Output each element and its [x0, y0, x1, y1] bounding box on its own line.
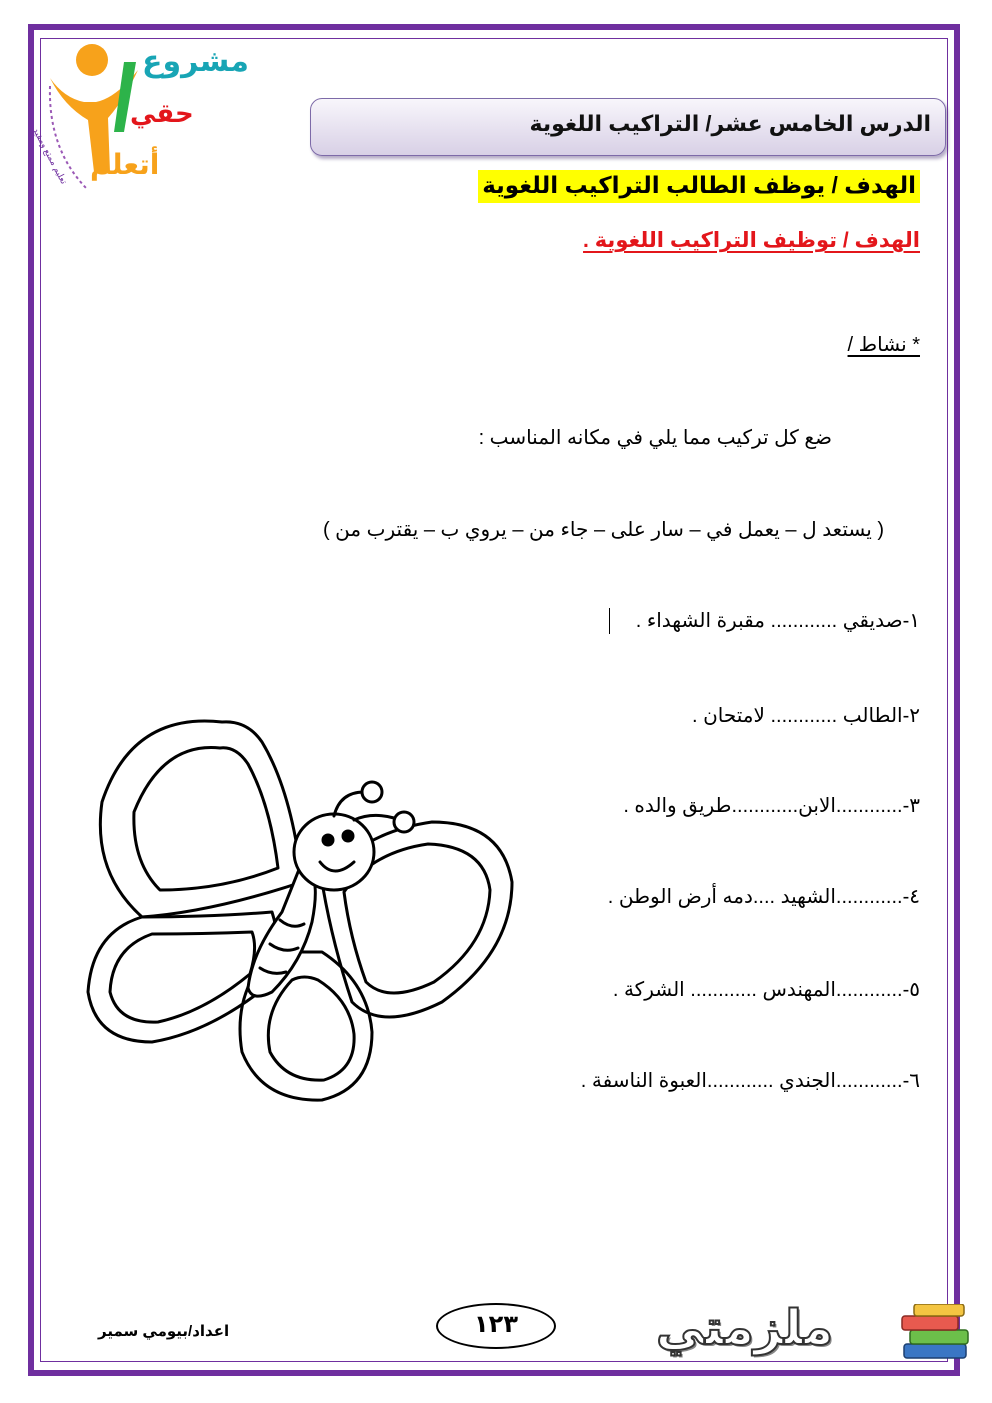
activity-heading: * نشاط / [847, 334, 920, 356]
page-number: ١٢٣ [436, 1303, 556, 1349]
lesson-title: الدرس الخامس عشر/ التراكيب اللغوية [529, 111, 931, 136]
word-options: ( يستعد ل – يعمل في – سار على – جاء من – يروي ب – يقترب من ) [322, 519, 884, 541]
exercise-item-6: ٦-............الجندي ............العبوة الناسفة . [580, 1070, 920, 1092]
goal-red: الهدف / توظيف التراكيب اللغوية . [583, 229, 920, 252]
watermark-logo [648, 1300, 978, 1370]
goal-highlighted: الهدف / يوظف الطالب التراكيب اللغوية [478, 170, 920, 203]
books-icon [894, 1304, 974, 1366]
project-logo [31, 40, 249, 190]
author-credit: اعداد/بيومي سمير [98, 1323, 230, 1340]
exercise-item-5: ٥-............المهندس ............ الشركة . [612, 979, 920, 1001]
logo-word-mashroo: مشروع [142, 45, 249, 78]
logo-word-haqqi: حقي [130, 98, 194, 128]
exercise-item-3: ٣-............الابن............طريق والده . [623, 795, 920, 817]
text-cursor [609, 608, 610, 634]
exercise-item-1: ١-صديقي ............ مقبرة الشهداء . [635, 610, 920, 632]
watermark-text: ملزمتي [656, 1302, 834, 1355]
activity-instruction: ضع كل تركيب مما يلي في مكانه المناسب : [478, 427, 832, 449]
butterfly-illustration-icon [72, 712, 532, 1112]
exercise-item-2: ٢-الطالب ............ لامتحان . [691, 705, 920, 727]
lesson-title-box [310, 98, 946, 156]
logo-tagline: تعليم ممتع ومفيد [31, 126, 70, 186]
logo-word-ataallam: أتعلم [90, 149, 160, 180]
exercise-item-4: ٤-............الشهيد ....دمه أرض الوطن . [607, 886, 920, 908]
